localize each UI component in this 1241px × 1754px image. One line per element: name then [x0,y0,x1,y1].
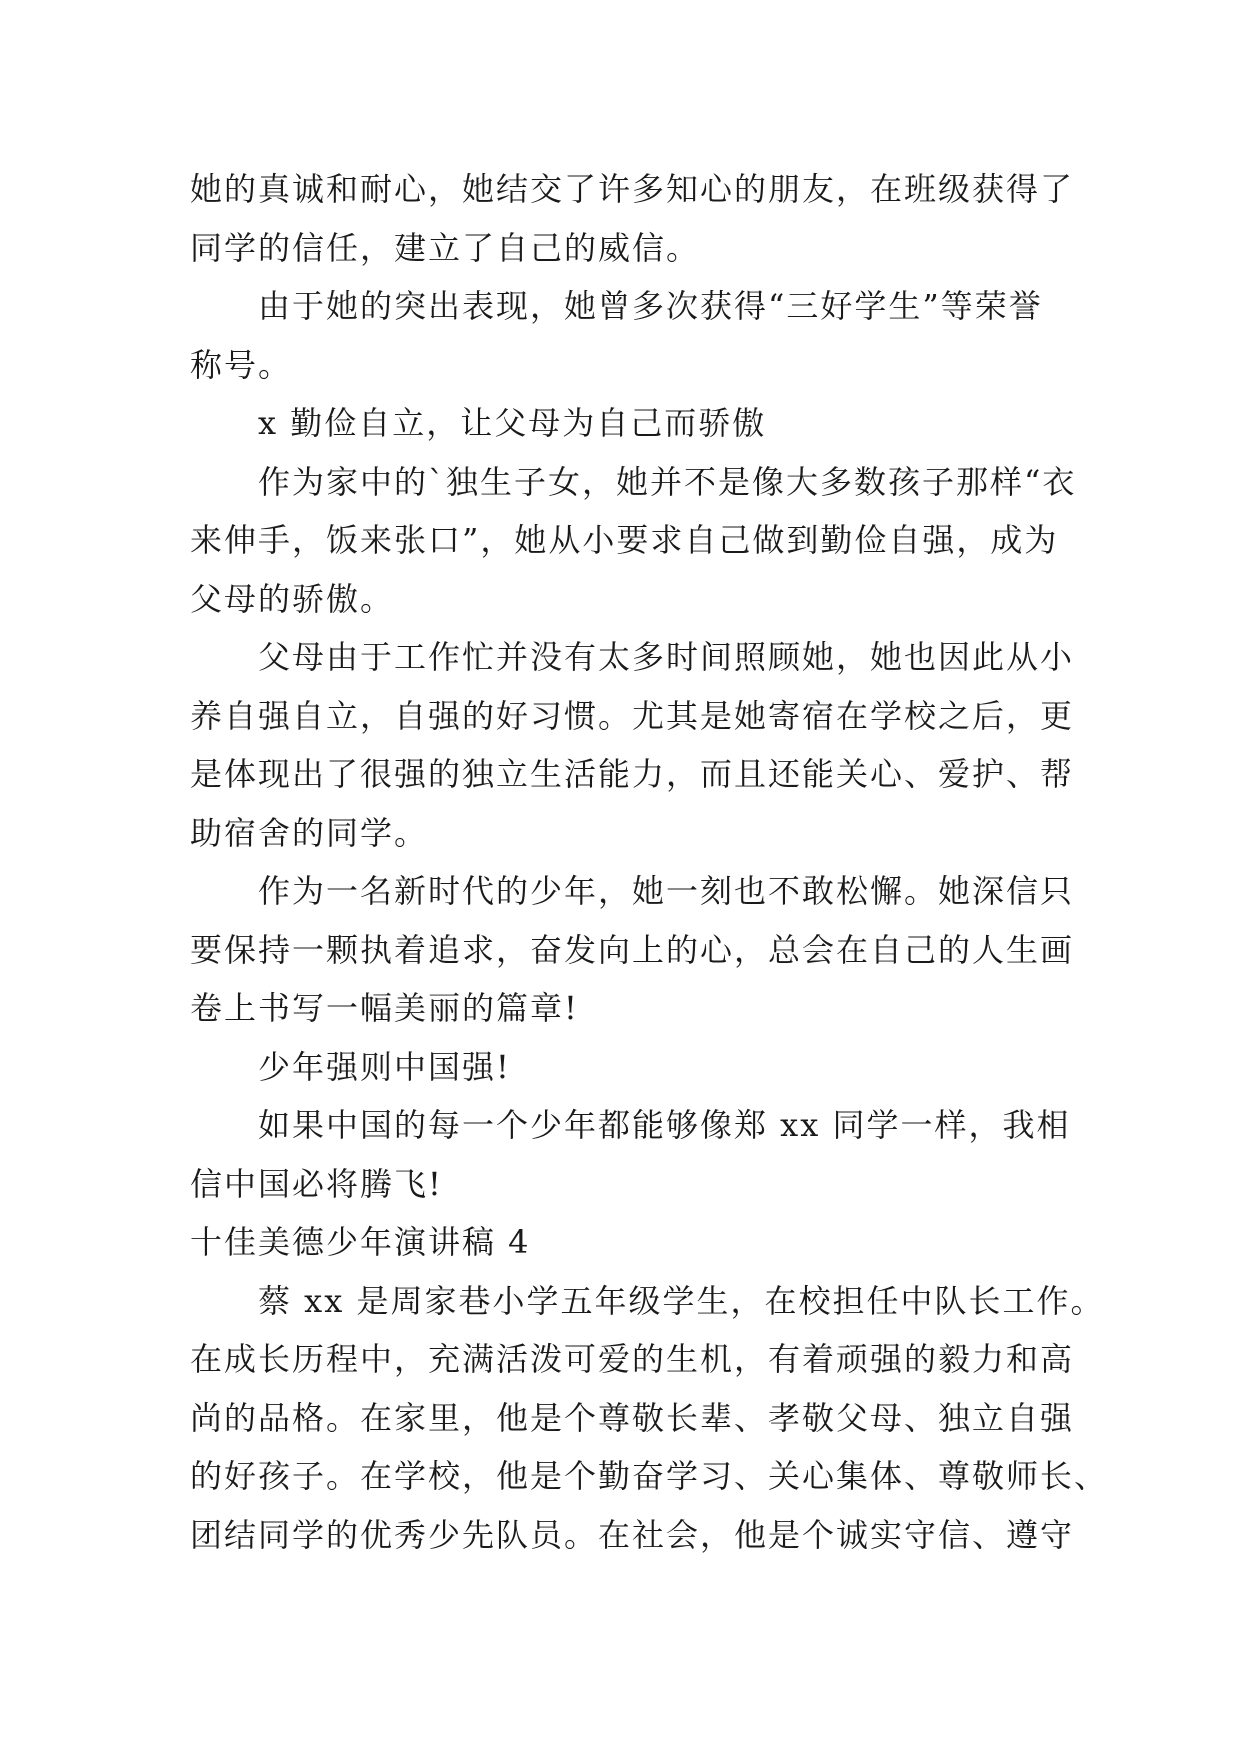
text-line: 作为家中的`独生子女，她并不是像大多数孩子那样“衣 [258,462,1077,501]
text-line: 同学的信任，建立了自己的威信。 [190,228,701,267]
document-body [190,160,1109,1564]
text-line: 少年强则中国强! [258,1047,511,1086]
text-line: 信中国必将腾飞! [190,1164,443,1203]
paragraph-continuation [190,160,1075,277]
text-line: 养自强自立，自强的好习惯。尤其是她寄宿在学校之后，更 [190,696,1075,735]
text-line: 如果中国的每一个少年都能够像郑 xx 同学一样，我相 [258,1106,1071,1144]
text-line: 是体现出了很强的独立生活能力，而且还能关心、爱护、帮 [190,755,1075,793]
paragraph [190,1272,1109,1565]
paragraph [190,628,1075,862]
text-line: 卷上书写一幅美丽的篇章! [190,989,579,1027]
text-line: x 勤俭自立，让父母为自己而骄傲 [258,404,767,442]
section-heading [190,1213,1050,1272]
text-line: 她的真诚和耐心，她结交了许多知心的朋友，在班级获得了 [190,170,1075,208]
paragraph [190,277,1050,394]
text-line: 蔡 xx 是周家巷小学五年级学生，在校担任中队长工作。 [258,1281,1105,1320]
text-line: 要保持一颗执着追求，奋发向上的心，总会在自己的人生画 [190,930,1075,969]
text-line: 在成长历程中，充满活泼可爱的生机，有着顽强的毅力和高 [190,1340,1075,1378]
paragraph [190,1096,1071,1213]
text-line: 由于她的突出表现，她曾多次获得“三好学生”等荣誉 [258,287,1043,325]
paragraph [190,1038,1050,1097]
text-line: 称号。 [190,345,293,384]
text-line: 团结同学的优秀少先队员。在社会，他是个诚实守信、遵守 [190,1515,1075,1554]
paragraph [190,453,1077,629]
text-line: 助宿舍的同学。 [190,813,429,852]
paragraph [190,862,1075,1038]
text-line: 父母的骄傲。 [190,579,395,618]
text-line: 作为一名新时代的少年，她一刻也不敢松懈。她深信只 [258,872,1075,910]
text-line: 尚的品格。在家里，他是个尊敬长辈、孝敬父母、独立自强 [190,1398,1075,1437]
text-line: 的好孩子。在学校，他是个勤奋学习、关心集体、尊敬师长、 [190,1457,1109,1495]
section-subheading [190,394,1050,453]
text-line: 父母由于工作忙并没有太多时间照顾她，她也因此从小 [258,638,1075,676]
text-line: 来伸手，饭来张口”，她从小要求自己做到勤俭自强，成为 [190,521,1059,559]
heading-text: 十佳美德少年演讲稿 4 [190,1223,531,1261]
